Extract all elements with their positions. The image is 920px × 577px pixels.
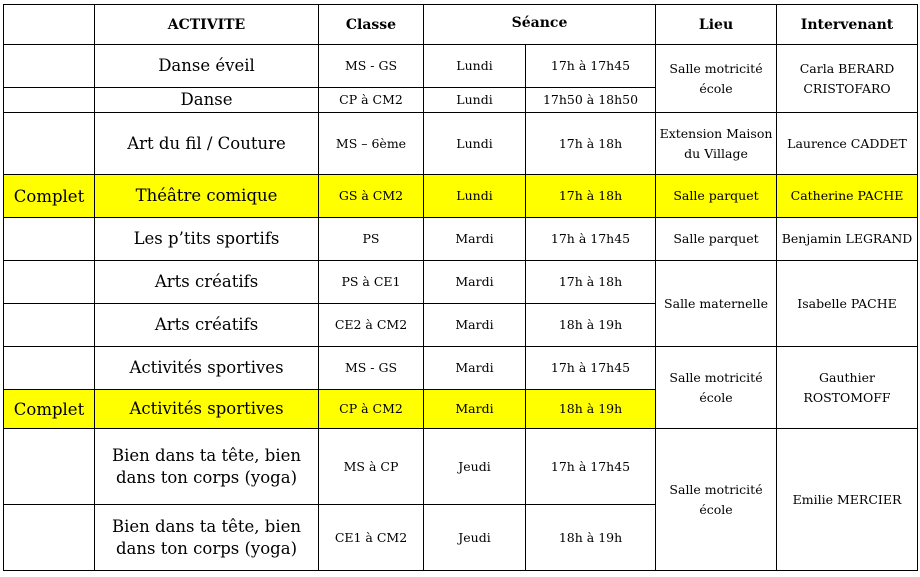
time-cell: 17h à 18h bbox=[526, 261, 656, 304]
instructor-cell: Laurence CADDET bbox=[777, 113, 918, 175]
status-badge: Complet bbox=[4, 390, 95, 429]
location-cell: Salle motricité école bbox=[656, 45, 777, 113]
status-cell bbox=[4, 88, 95, 113]
day-cell: Mardi bbox=[424, 347, 526, 390]
class-cell: MS à CP bbox=[319, 429, 424, 505]
activity-cell: Danse éveil bbox=[95, 45, 319, 88]
activity-cell: Danse bbox=[95, 88, 319, 113]
header-seance: Séance bbox=[424, 5, 656, 45]
activity-cell: Art du fil / Couture bbox=[95, 113, 319, 175]
instructor-cell: Catherine PACHE bbox=[777, 175, 918, 218]
activity-cell: Bien dans ta tête, bien dans ton corps (yoga) bbox=[95, 429, 319, 505]
class-cell: MS - GS bbox=[319, 347, 424, 390]
instructor-cell: Carla BERARD CRISTOFARO bbox=[777, 45, 918, 113]
activity-cell: Arts créatifs bbox=[95, 261, 319, 304]
instructor-cell: Isabelle PACHE bbox=[777, 261, 918, 347]
day-cell: Jeudi bbox=[424, 429, 526, 505]
day-cell: Mardi bbox=[424, 218, 526, 261]
class-cell: MS – 6ème bbox=[319, 113, 424, 175]
time-cell: 18h à 19h bbox=[526, 390, 656, 429]
table-row bbox=[4, 113, 918, 175]
header-status bbox=[4, 5, 95, 45]
instructor-cell: Benjamin LEGRAND bbox=[777, 218, 918, 261]
status-cell bbox=[4, 218, 95, 261]
day-cell: Lundi bbox=[424, 45, 526, 88]
status-cell bbox=[4, 429, 95, 505]
time-cell: 18h à 19h bbox=[526, 505, 656, 571]
activity-cell: Activités sportives bbox=[95, 347, 319, 390]
time-cell: 17h à 18h bbox=[526, 175, 656, 218]
class-cell: GS à CM2 bbox=[319, 175, 424, 218]
status-cell bbox=[4, 505, 95, 571]
day-cell: Lundi bbox=[424, 88, 526, 113]
status-cell bbox=[4, 261, 95, 304]
location-cell: Salle motricité école bbox=[656, 347, 777, 429]
table-row bbox=[4, 429, 918, 505]
table-row bbox=[4, 218, 918, 261]
activity-cell: Théâtre comique bbox=[95, 175, 319, 218]
activities-schedule-table bbox=[3, 4, 918, 571]
class-cell: CP à CM2 bbox=[319, 390, 424, 429]
class-cell: CP à CM2 bbox=[319, 88, 424, 113]
header-row bbox=[4, 5, 918, 45]
location-cell: Salle parquet bbox=[656, 218, 777, 261]
time-cell: 17h à 17h45 bbox=[526, 218, 656, 261]
day-cell: Mardi bbox=[424, 261, 526, 304]
activity-cell: Arts créatifs bbox=[95, 304, 319, 347]
location-cell: Salle motricité école bbox=[656, 429, 777, 571]
header-lieu: Lieu bbox=[656, 5, 777, 45]
instructor-cell: Gauthier ROSTOMOFF bbox=[777, 347, 918, 429]
table-row bbox=[4, 261, 918, 304]
location-cell: Salle maternelle bbox=[656, 261, 777, 347]
status-cell bbox=[4, 347, 95, 390]
time-cell: 17h à 17h45 bbox=[526, 429, 656, 505]
day-cell: Lundi bbox=[424, 113, 526, 175]
status-cell bbox=[4, 304, 95, 347]
time-cell: 18h à 19h bbox=[526, 304, 656, 347]
table-row bbox=[4, 45, 918, 88]
instructor-cell: Emilie MERCIER bbox=[777, 429, 918, 571]
time-cell: 17h50 à 18h50 bbox=[526, 88, 656, 113]
location-cell: Extension Maison du Village bbox=[656, 113, 777, 175]
class-cell: PS à CE1 bbox=[319, 261, 424, 304]
table-row-complet bbox=[4, 175, 918, 218]
class-cell: CE2 à CM2 bbox=[319, 304, 424, 347]
day-cell: Mardi bbox=[424, 390, 526, 429]
activity-cell: Bien dans ta tête, bien dans ton corps (yoga) bbox=[95, 505, 319, 571]
table-row bbox=[4, 347, 918, 390]
status-badge: Complet bbox=[4, 175, 95, 218]
location-cell: Salle parquet bbox=[656, 175, 777, 218]
time-cell: 17h à 18h bbox=[526, 113, 656, 175]
day-cell: Jeudi bbox=[424, 505, 526, 571]
activity-cell: Les p’tits sportifs bbox=[95, 218, 319, 261]
header-activite: ACTIVITE bbox=[95, 5, 319, 45]
activity-cell: Activités sportives bbox=[95, 390, 319, 429]
class-cell: CE1 à CM2 bbox=[319, 505, 424, 571]
class-cell: MS - GS bbox=[319, 45, 424, 88]
time-cell: 17h à 17h45 bbox=[526, 45, 656, 88]
day-cell: Mardi bbox=[424, 304, 526, 347]
status-cell bbox=[4, 45, 95, 88]
header-classe: Classe bbox=[319, 5, 424, 45]
time-cell: 17h à 17h45 bbox=[526, 347, 656, 390]
class-cell: PS bbox=[319, 218, 424, 261]
header-intervenant: Intervenant bbox=[777, 5, 918, 45]
day-cell: Lundi bbox=[424, 175, 526, 218]
status-cell bbox=[4, 113, 95, 175]
